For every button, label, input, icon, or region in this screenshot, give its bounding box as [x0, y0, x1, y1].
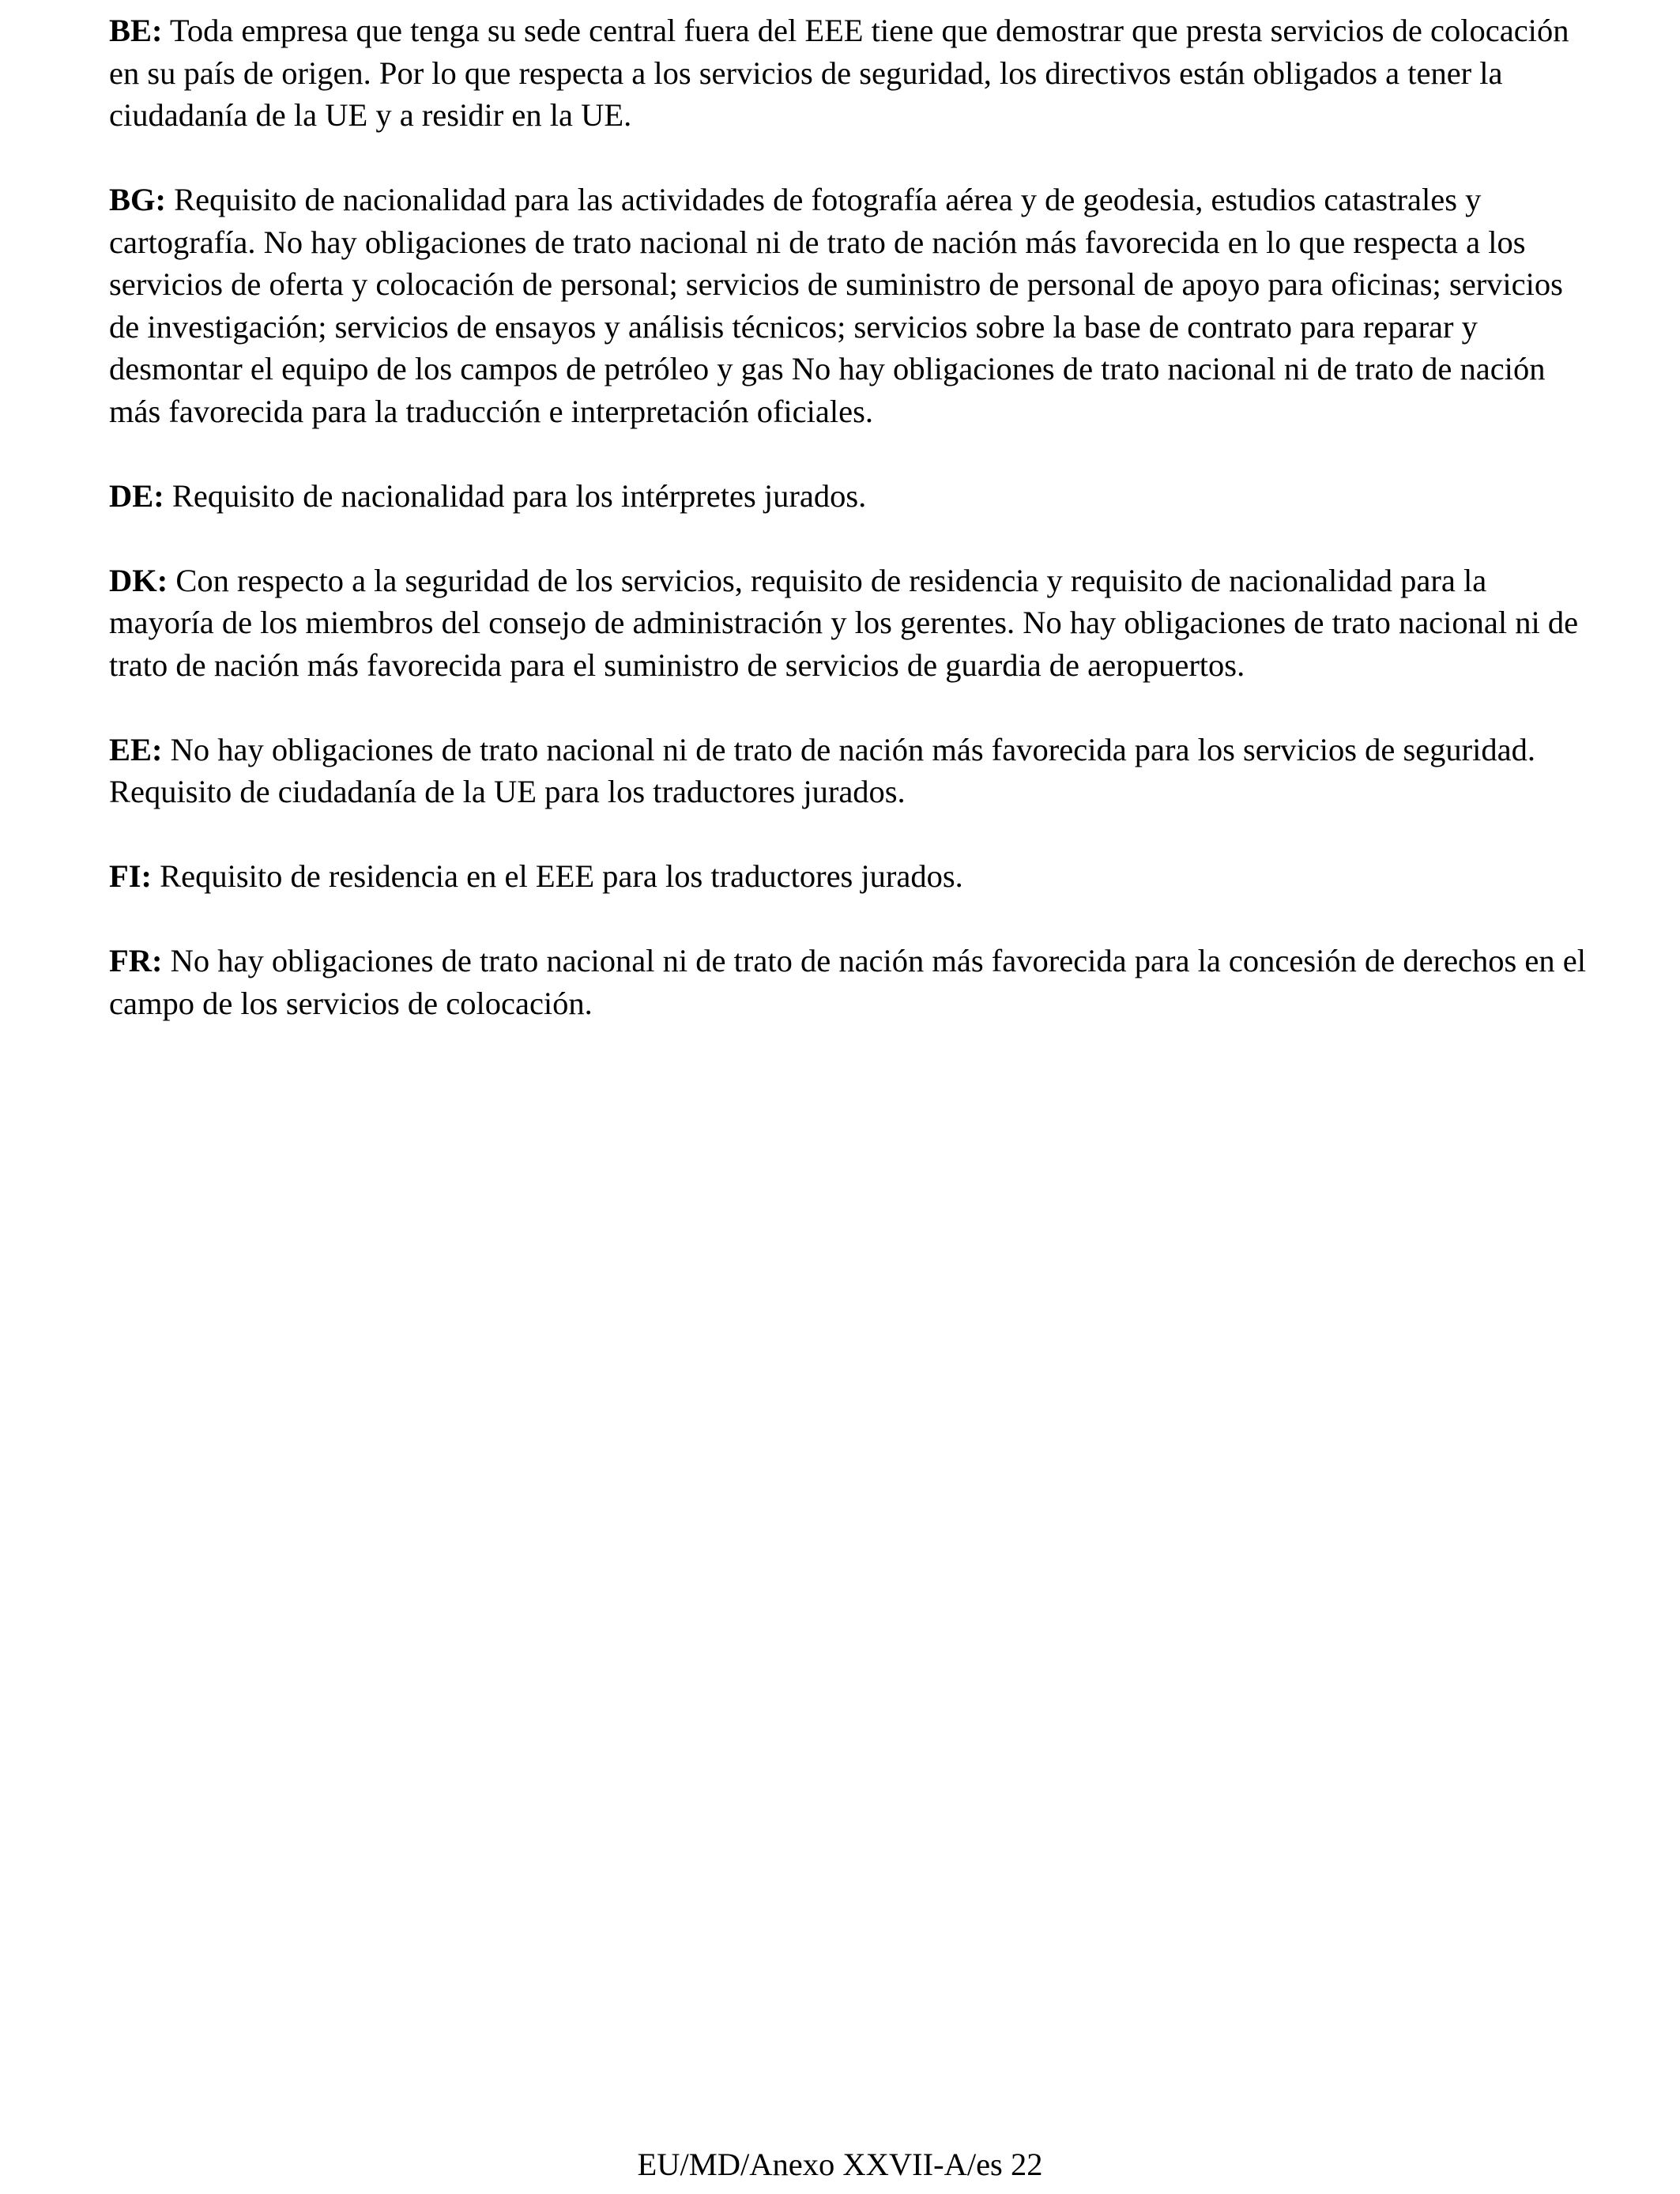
- document-body: [109, 9, 1595, 1067]
- country-code: FI:: [109, 858, 152, 894]
- entry-text: Requisito de nacionalidad para las actividades de fotografía aérea y de geodesia, estudios catastrales y cartografía. No hay obligaciones de trato nacional ni de trato de nación más favorecida en lo que respecta a los servicios de oferta y colocación de personal; servicios de suministro de personal de apoyo para oficinas; servicios de investigación; servicios de ensayos y análisis técnicos; servicios sobre la base de contrato para reparar y desmontar el equipo de los campos de petróleo y gas No hay obligaciones de trato nacional ni de trato de nación más favorecida para la traducción e interpretación oficiales.: [109, 182, 1563, 429]
- country-code: DK:: [109, 562, 168, 598]
- country-code: FR:: [109, 943, 163, 978]
- country-code: DE:: [109, 477, 164, 514]
- entry-text: No hay obligaciones de trato nacional ni de trato de nación más favorecida para los servicios de seguridad. Requisito de ciudadanía de la UE para los traductores jurados.: [109, 731, 1536, 809]
- country-code: BE:: [109, 13, 163, 48]
- entry-dk: [109, 560, 1595, 687]
- entry-ee: [109, 729, 1595, 813]
- entry-text: Requisito de nacionalidad para los intérpretes jurados.: [164, 477, 867, 514]
- entry-bg: [109, 179, 1595, 432]
- entry-text: Toda empresa que tenga su sede central fuera del EEE tiene que demostrar que presta servicios de colocación en su país de origen. Por lo que respecta a los servicios de seguridad, los directivos están obligados a tener la ciudadanía de la UE y a residir en la UE.: [109, 13, 1569, 133]
- entry-text: No hay obligaciones de trato nacional ni de trato de nación más favorecida para la concesión de derechos en el campo de los servicios de colocación.: [109, 943, 1586, 1021]
- entry-text: Requisito de residencia en el EEE para los traductores jurados.: [152, 858, 963, 894]
- country-code: BG:: [109, 182, 167, 217]
- entry-be: [109, 9, 1595, 137]
- country-code: EE:: [109, 731, 163, 767]
- page-footer: EU/MD/Anexo XXVII-A/es 22: [637, 2147, 1043, 2182]
- entry-fi: [109, 855, 1595, 898]
- entry-de: [109, 475, 1595, 518]
- entry-fr: [109, 940, 1595, 1024]
- entry-text: Con respecto a la seguridad de los servicios, requisito de residencia y requisito de nacionalidad para la mayoría de los miembros del consejo de administración y los gerentes. No hay obligaciones de trato nacional ni de trato de nación más favorecida para el suministro de servicios de guardia de aeropuertos.: [109, 562, 1579, 683]
